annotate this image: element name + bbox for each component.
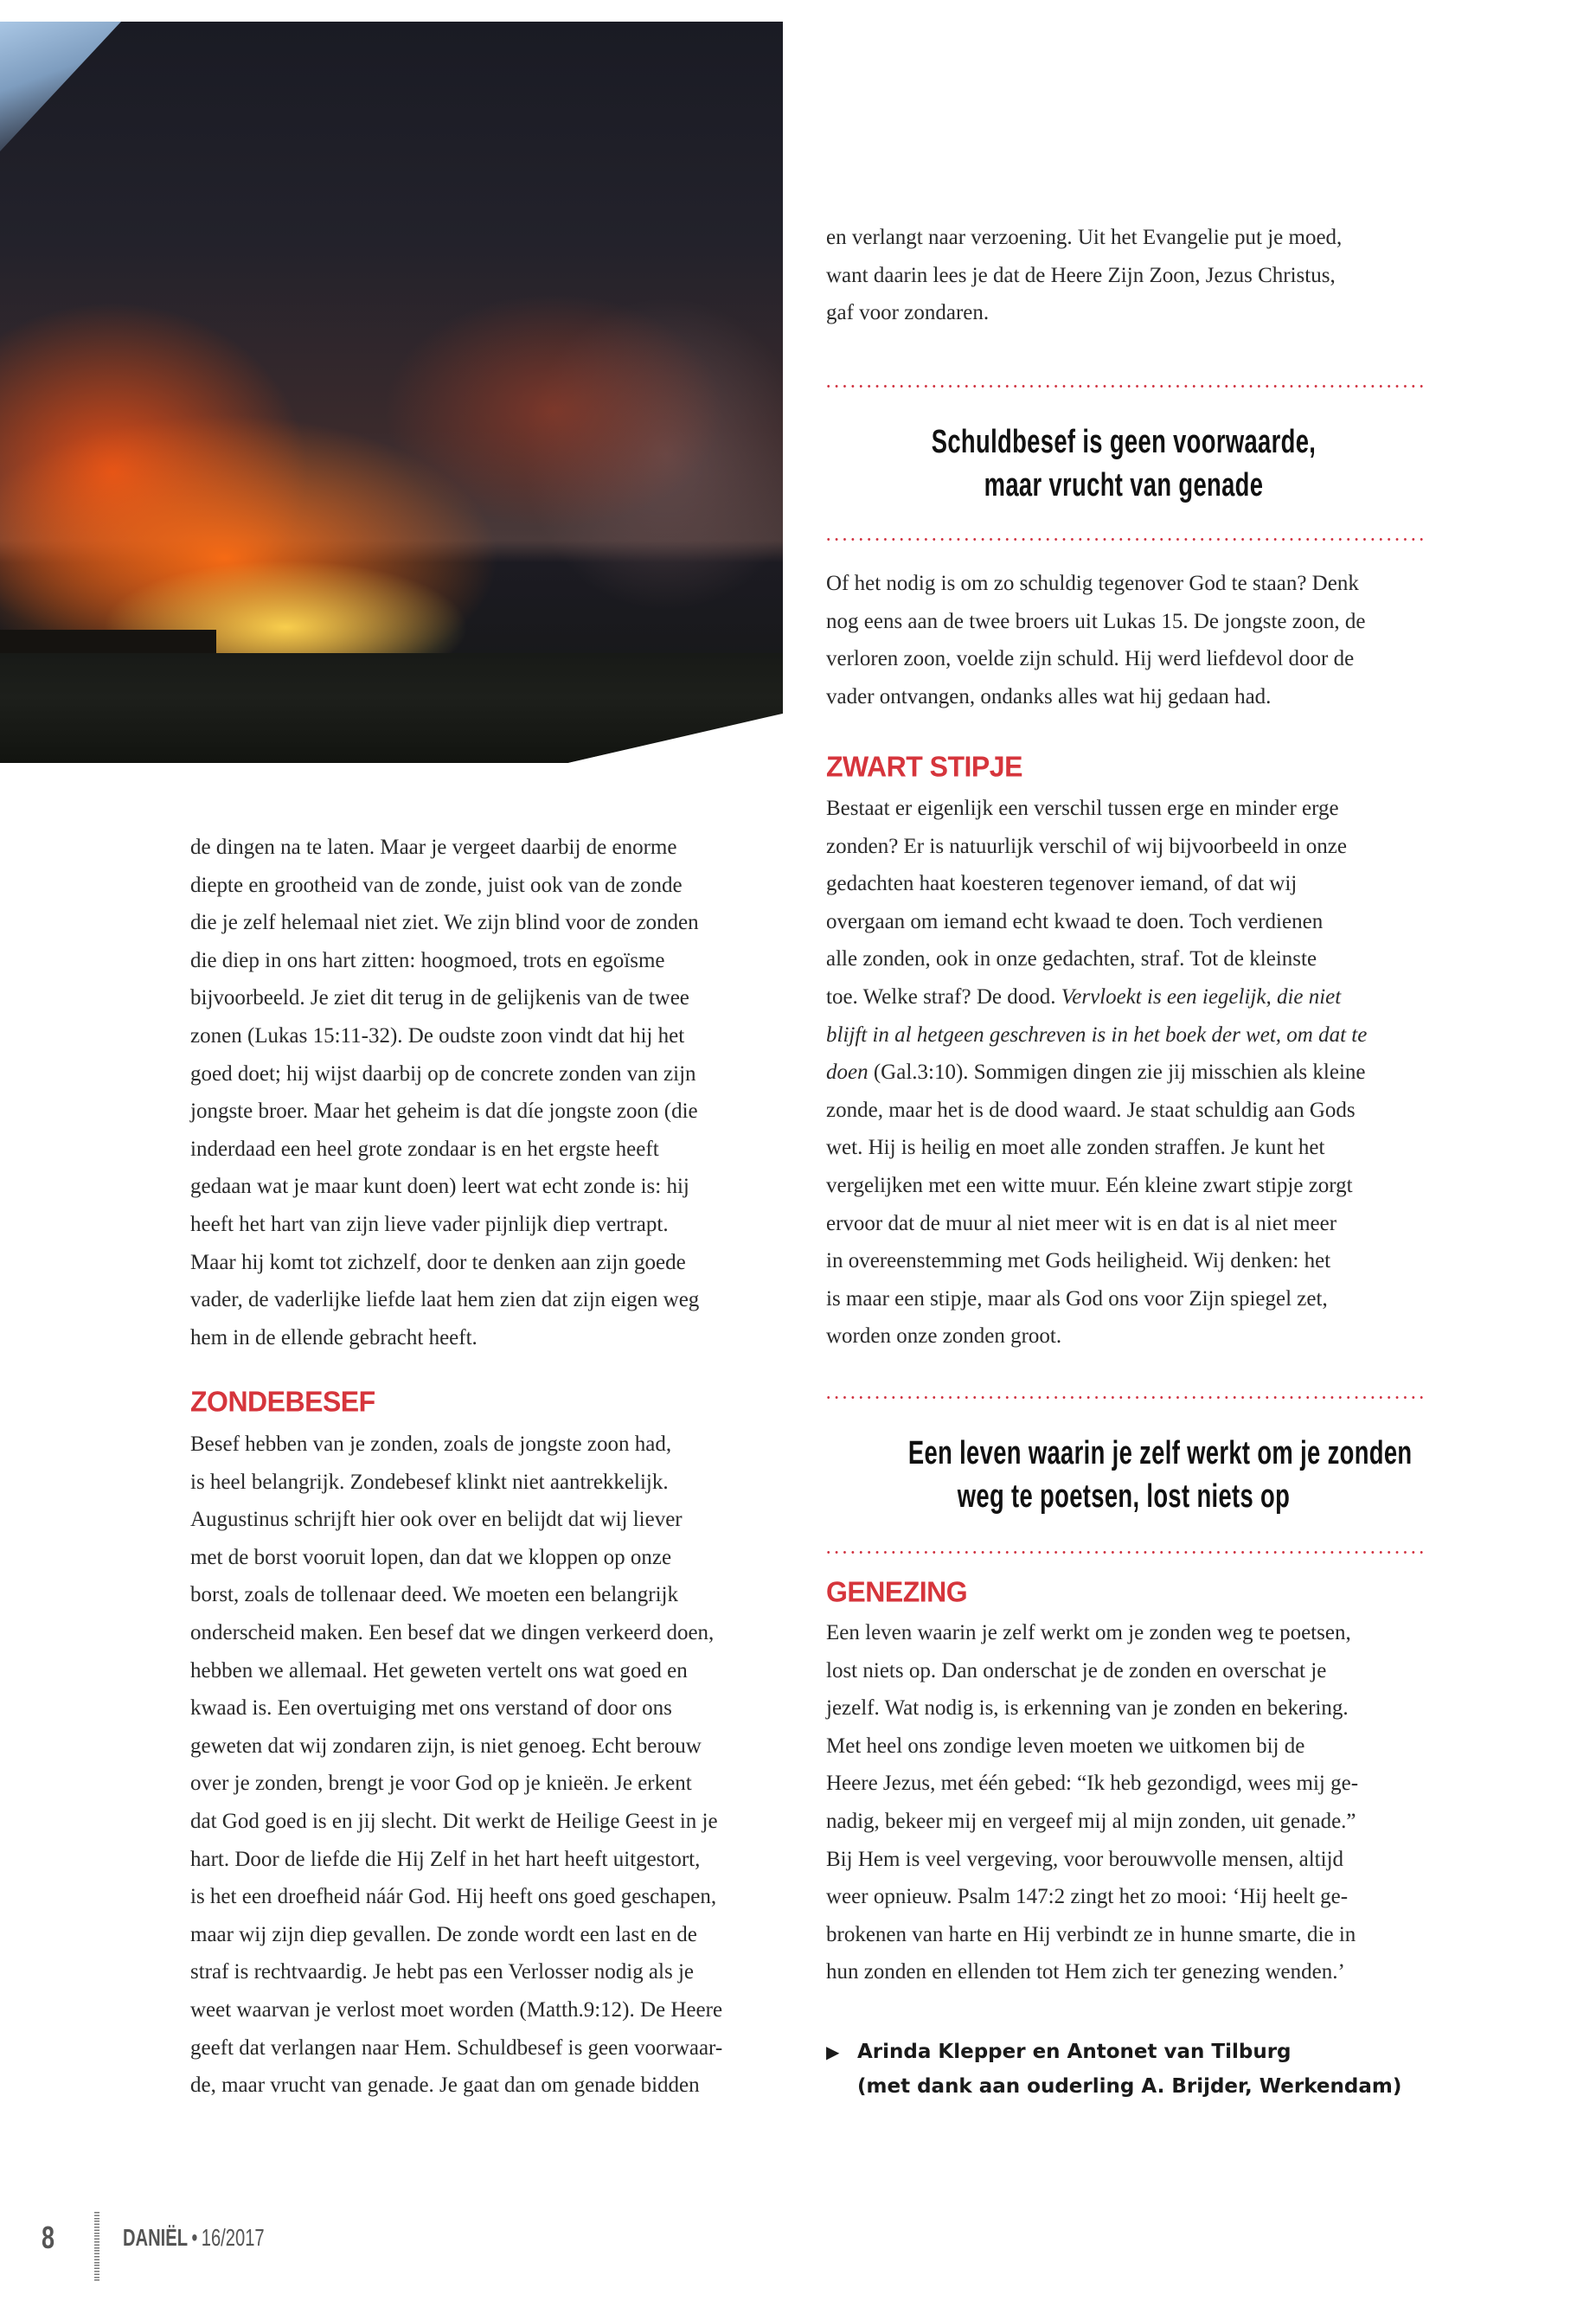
dotted-divider-bottom: [824, 538, 1423, 541]
text-line: is heel belangrijk. Zondebesef klinkt niet aantrekkelijk.: [190, 1470, 669, 1494]
dotted-divider-top: [824, 385, 1423, 388]
right-intro-paragraph: [826, 219, 1342, 332]
text-line: de, maar vrucht van genade. Je gaat dan om genade bidden: [190, 2073, 700, 2098]
play-triangle-icon: ▶: [826, 2041, 840, 2062]
pullquote-schuldbesef: [824, 385, 1423, 541]
text-line: maar wij zijn diep gevallen. De zonde wordt een last en de: [190, 1922, 697, 1946]
text-line: met de borst vooruit lopen, dan dat we kloppen op onze: [190, 1545, 672, 1569]
text-line: straf is rechtvaardig. Je hebt pas een Verlosser nodig als je: [190, 1960, 694, 1984]
text-line: is maar een stipje, maar als God ons voor Zijn spiegel zet,: [826, 1286, 1328, 1311]
left-paragraph-1: [190, 829, 699, 1356]
text-line: wet. Hij is heilig en moet alle zonden straffen. Je kunt het: [826, 1136, 1325, 1160]
genezing-paragraph: [826, 1614, 1358, 1991]
dotted-divider-bottom: [824, 1551, 1423, 1554]
text-line: hun zonden en ellenden tot Hem zich ter genezing wenden.’: [826, 1960, 1345, 1984]
text-line: zonen (Lukas 15:11-32). De oudste zoon vindt dat hij het: [190, 1023, 685, 1048]
text-line: in overeenstemming met Gods heiligheid. Wij denken: het: [826, 1249, 1331, 1273]
pullquote-line: Een leven waarin je zelf werkt om je zonden: [907, 1435, 1413, 1471]
text-line: Heere Jezus, met één gebed: “Ik heb gezondigd, wees mij ge-: [826, 1772, 1359, 1796]
text-line: vergelijken met een witte muur. Eén kleine zwart stipje zorgt: [826, 1173, 1353, 1197]
text-line: overgaan om iemand echt kwaad te doen. Toch verdienen: [826, 909, 1324, 933]
text-line: heeft het hart van zijn lieve vader pijnlijk diep vertrapt.: [190, 1212, 669, 1236]
text-line: geweten dat wij zondaren zijn, is niet genoeg. Echt berouw: [190, 1734, 702, 1758]
text-line: [826, 978, 1367, 1016]
right-paragraph-broers: [826, 565, 1365, 715]
text-line: zonde, maar het is de dood waard. Je staat schuldig aan Gods: [826, 1098, 1356, 1122]
text-line: hebben we allemaal. Het geweten vertelt ons wat goed en: [190, 1658, 688, 1682]
footer-hatched-rule: [94, 2212, 99, 2281]
text-line: zonden? Er is natuurlijk verschil of wij bijvoorbeeld in onze: [826, 834, 1347, 858]
text-line: jongste broer. Maar het geheim is dat díe jongste zoon (die: [190, 1099, 698, 1124]
pullquote-line: weg te poetsen, lost niets op: [957, 1478, 1291, 1515]
acknowledgement: (met dank aan ouderling A. Brijder, Werkendam): [857, 2075, 1402, 2098]
scripture-quote: Vervloekt is een iegelijk, die niet: [1061, 984, 1342, 1009]
text-line: vader, de vaderlijke liefde laat hem zien dat zijn eigen weg: [190, 1288, 700, 1312]
text-line: alle zonden, ook in onze gedachten, straf. Tot de kleinste: [826, 947, 1317, 971]
magazine-name: DANIËL: [123, 2224, 189, 2251]
text-line: [826, 1016, 1367, 1054]
text-line: die diep in ons hart zitten: hoogmoed, trots en egoïsme: [190, 948, 665, 972]
text-line: geeft dat verlangen naar Hem. Schuldbesef is geen voorwaar-: [190, 2035, 723, 2060]
text-line: onderscheid maken. Een besef dat we dingen verkeerd doen,: [190, 1620, 715, 1644]
scripture-quote: doen: [826, 1061, 869, 1085]
issue-number: 16/2017: [201, 2224, 265, 2251]
text-line: Een leven waarin je zelf werkt om je zonden weg te poetsen,: [826, 1621, 1351, 1644]
text-line: hart. Door de liefde die Hij Zelf in het hart heeft uitgestort,: [190, 1847, 701, 1871]
text-line: bijvoorbeeld. Je ziet dit terug in de gelijkenis van de twee: [190, 986, 689, 1010]
text-line: vader ontvangen, ondanks alles wat hij gedaan had.: [826, 684, 1272, 708]
heading-zwart-stipje: ZWART STIPJE: [826, 750, 1022, 783]
text-line: verloren zoon, voelde zijn schuld. Hij werd liefdevol door de: [826, 647, 1355, 671]
pullquote-leven: [824, 1396, 1423, 1554]
text-line: goed doet; hij wijst daarbij op de concrete zonden van zijn: [190, 1061, 696, 1086]
text-line: Bestaat er eigenlijk een verschil tussen erge en minder erge: [826, 797, 1339, 820]
text-line: want daarin lees je dat de Heere Zijn Zoon, Jezus Christus,: [826, 263, 1336, 287]
text-line: jezelf. Wat nodig is, is erkenning van je zonden en bekering.: [826, 1696, 1349, 1721]
text-line: gaf voor zondaren.: [826, 301, 990, 325]
text-line: nadig, bekeer mij en vergeef mij al mijn zonden, uit genade.”: [826, 1809, 1356, 1833]
text-line: Of het nodig is om zo schuldig tegenover God te staan? Denk: [826, 572, 1359, 595]
field-foreground: [0, 653, 783, 763]
text-line: Augustinus schrijft hier ook over en belijdt dat wij liever: [190, 1508, 683, 1532]
text-run: toe. Welke straf? De dood.: [826, 984, 1061, 1009]
text-line: Met heel ons zondige leven moeten we uitkomen bij de: [826, 1734, 1305, 1758]
dotted-divider-top: [824, 1396, 1423, 1399]
text-line: kwaad is. Een overtuiging met ons verstand of door ons: [190, 1696, 672, 1721]
zondebesef-paragraph: [190, 1426, 722, 2105]
treeline: [0, 630, 216, 656]
text-line: Bij Hem is veel vergeving, voor berouwvolle mensen, altijd: [826, 1847, 1344, 1871]
page-number: 8: [42, 2220, 55, 2255]
text-line: gedaan wat je maar kunt doen) leert wat echt zonde is: hij: [190, 1175, 689, 1199]
text-line: worden onze zonden groot.: [826, 1324, 1062, 1349]
pullquote-line: maar vrucht van genade: [984, 467, 1264, 503]
text-line: ervoor dat de muur al niet meer wit is en dat is al niet meer: [826, 1211, 1337, 1235]
bullet-separator: •: [191, 2224, 198, 2251]
heading-zondebesef: ZONDEBESEF: [190, 1385, 375, 1418]
pullquote-text: [907, 1432, 1413, 1518]
author-credit: [824, 2035, 1401, 2104]
text-line: de dingen na te laten. Maar je vergeet daarbij de enorme: [190, 836, 677, 859]
text-line: over je zonden, brengt je voor God op je knieën. Je erkent: [190, 1772, 692, 1796]
text-line: Besef hebben van je zonden, zoals de jongste zoon had,: [190, 1433, 672, 1456]
text-line: weer opnieuw. Psalm 147:2 zingt het zo mooi: ‘Hij heelt ge-: [826, 1885, 1349, 1909]
text-line: en verlangt naar verzoening. Uit het Evangelie put je moed,: [826, 226, 1343, 249]
text-line: diepte en grootheid van de zonde, juist ook van de zonde: [190, 873, 683, 897]
text-line: Maar hij komt tot zichzelf, door te denken aan zijn goede: [190, 1250, 686, 1274]
text-line: dat God goed is en jij slecht. Dit werkt de Heilige Geest in je: [190, 1809, 718, 1833]
text-line: is het een droefheid náár God. Hij heeft ons goed geschapen,: [190, 1885, 717, 1909]
text-line: borst, zoals de tollenaar deed. We moeten een belangrijk: [190, 1583, 678, 1607]
text-line: hem in de ellende gebracht heeft.: [190, 1325, 478, 1349]
text-line: nog eens aan de twee broers uit Lukas 15. De jongste zoon, de: [826, 609, 1366, 633]
text-line: lost niets op. Dan onderschat je de zonden en overschat je: [826, 1658, 1327, 1682]
text-line: [826, 1054, 1367, 1092]
zwart-stipje-paragraph: [826, 790, 1367, 1356]
text-line: gedachten haat koesteren tegenover iemand, of dat wij: [826, 872, 1298, 896]
pullquote-text: [908, 420, 1339, 507]
text-line: die je zelf helemaal niet ziet. We zijn blind voor de zonden: [190, 911, 699, 935]
pullquote-line: Schuldbesef is geen voorwaarde,: [931, 424, 1317, 460]
scripture-quote: blijft in al hetgeen geschreven is in het boek der wet, om dat te: [826, 1022, 1368, 1047]
text-line: brokenen van harte en Hij verbindt ze in hunne smarte, die in: [826, 1922, 1356, 1946]
text-line: inderdaad een heel grote zondaar is en het ergste heeft: [190, 1137, 659, 1161]
publication-info: [123, 2224, 265, 2252]
heading-genezing: GENEZING: [826, 1575, 968, 1608]
text-line: weet waarvan je verlost moet worden (Matth.9:12). De Heere: [190, 1997, 723, 2022]
author-names: Arinda Klepper en Antonet van Tilburg: [857, 2041, 1292, 2063]
text-run: (Gal.3:10). Sommigen dingen zie jij misschien als kleine: [868, 1061, 1366, 1085]
